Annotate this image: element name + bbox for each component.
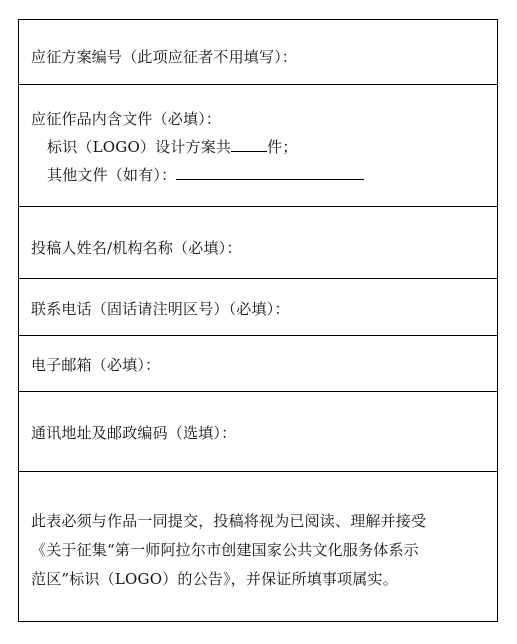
address-row <box>19 392 497 472</box>
other-files-line <box>47 165 364 184</box>
other-files-label: 其他文件（如有）： <box>47 166 177 184</box>
email-row <box>19 336 497 392</box>
phone-label: 联系电话（固话请注明区号）（必填）： <box>31 300 290 318</box>
address-label: 通讯地址及邮政编码（选填）： <box>31 424 237 442</box>
submission-form-table <box>18 19 498 622</box>
submitter-name-label: 投稿人姓名/机构名称（必填）： <box>31 239 242 257</box>
logo-count-suffix: 件； <box>267 138 298 156</box>
notice-paragraph <box>31 507 489 594</box>
other-files-field[interactable] <box>176 165 364 180</box>
serial-number-label: 应征方案编号（此项应征者不用填写）： <box>31 48 298 66</box>
logo-count-field[interactable] <box>231 137 267 152</box>
notice-row <box>19 472 497 621</box>
notice-line: 范区”标识（LOGO）的公告》，并保证所填事项属实。 <box>31 570 398 588</box>
logo-count-line <box>47 137 298 156</box>
phone-row <box>19 279 497 336</box>
works-files-row <box>19 85 497 207</box>
notice-line: 此表必须与作品一同提交，投稿将视为已阅读、理解并接受 <box>31 512 427 530</box>
serial-number-row <box>19 20 497 85</box>
submitter-name-row <box>19 207 497 279</box>
works-files-label: 应征作品内含文件（必填）： <box>31 110 222 128</box>
logo-count-prefix: 标识（LOGO）设计方案共 <box>47 138 232 156</box>
email-label: 电子邮箱（必填）： <box>31 356 161 374</box>
notice-line: 《关于征集“第一师阿拉尔市创建国家公共文化服务体系示 <box>31 541 419 559</box>
